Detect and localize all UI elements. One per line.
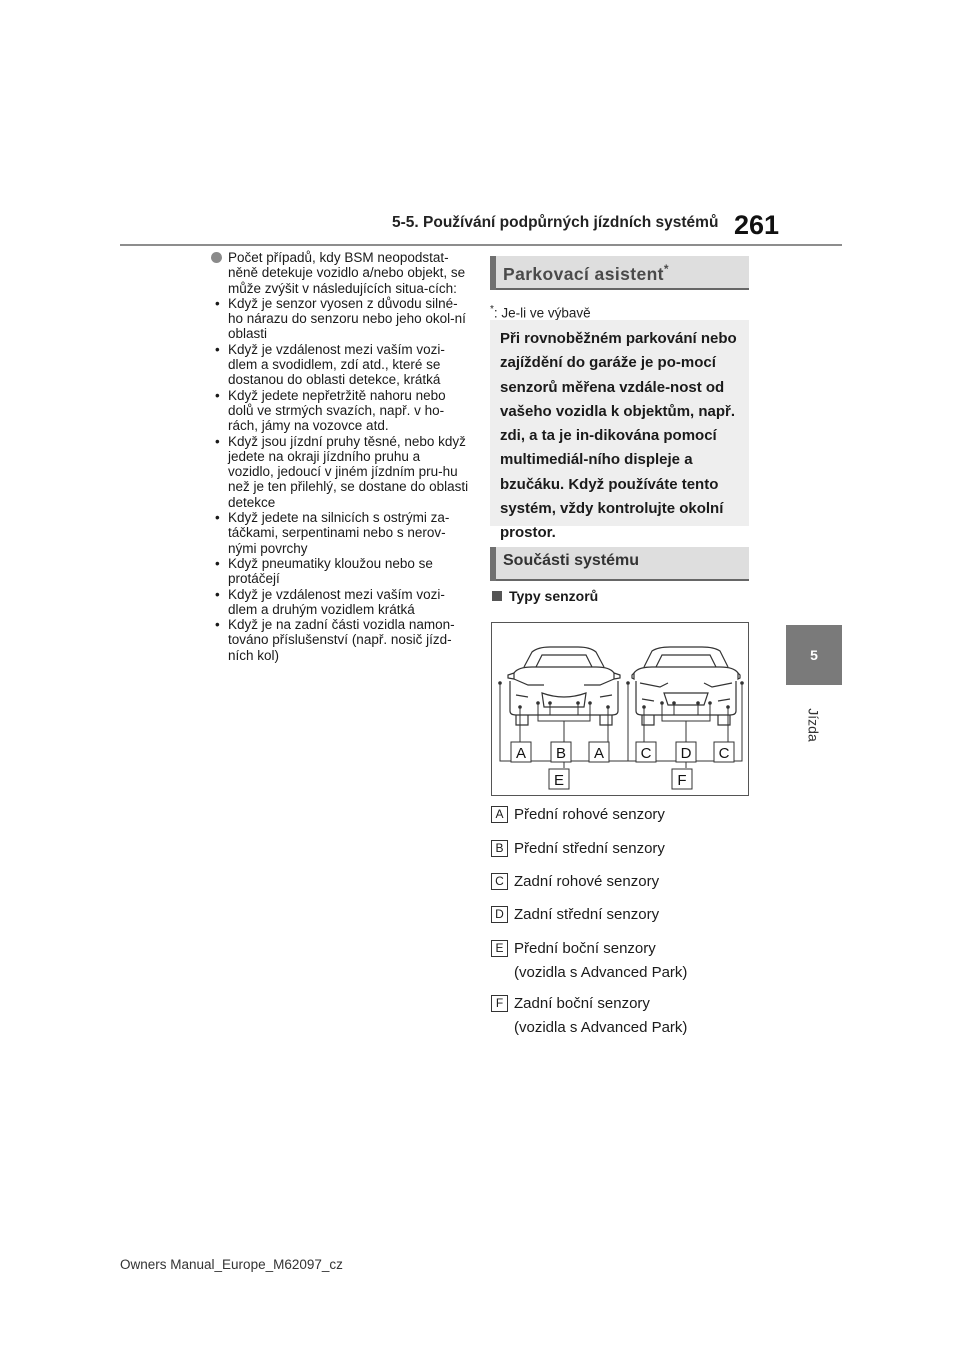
list-item: • Když je senzor vyosen z důvodu silné-ho nárazu do senzoru nebo jeho okol-ní oblasti <box>211 296 469 342</box>
list-item: • Když je na zadní části vozidla namon-továno příslušenství (např. nosič jízd-ních kol) <box>211 617 469 663</box>
chapter-name: Jízda <box>806 708 822 742</box>
legend-item-e <box>491 940 656 957</box>
footnote-text: : Je-li ve výbavě <box>493 305 591 321</box>
sensor-types-heading <box>492 588 598 604</box>
chapter-tab <box>786 625 842 685</box>
legend-sub-f: (vozidla s Advanced Park) <box>514 1019 688 1036</box>
legend-item-b <box>491 840 665 857</box>
legend-letter-box: A <box>491 806 508 823</box>
circle-bullet-icon <box>211 252 222 263</box>
page-number: 261 <box>734 210 780 240</box>
diagram-label-e: E <box>553 772 565 789</box>
legend-text: Přední rohové senzory <box>514 806 665 823</box>
page-footer: Owners Manual_Europe_M62097_cz <box>120 1257 343 1272</box>
diagram-label-b: B <box>555 745 567 762</box>
footnote-mark: * <box>490 304 494 315</box>
legend-text: Přední boční senzory <box>514 940 656 957</box>
header-divider <box>120 244 842 246</box>
square-bullet-icon <box>492 591 502 601</box>
legend-letter-box: B <box>491 840 508 857</box>
diagram-label-c-left: C <box>640 745 652 762</box>
sensor-diagram-svg <box>492 623 748 795</box>
components-heading: Součásti systému <box>503 552 640 569</box>
diagram-label-d: D <box>680 745 692 762</box>
list-item: • Když je vzdálenost mezi vaším vozi-dlem a svodidlem, zdí atd., které se dostanou do oblasti detekce, krátká <box>211 342 469 388</box>
chapter-number: 5 <box>810 647 818 663</box>
diagram-label-c-right: C <box>718 745 730 762</box>
list-item: • Když jedete nepřetržitě nahoru nebo dolů ve strmých svazích, např. v ho-rách, jámy na vozovce atd. <box>211 388 469 434</box>
section-title-text: Parkovací asistent <box>503 263 664 284</box>
rear-car-illustration <box>632 647 740 725</box>
legend-text: Přední střední senzory <box>514 840 665 857</box>
legend-letter-box: F <box>491 995 508 1012</box>
bsm-conditions <box>211 250 469 663</box>
section-title <box>503 262 669 285</box>
footnote <box>490 304 591 321</box>
legend-sub-e: (vozidla s Advanced Park) <box>514 964 688 981</box>
legend-text: Zadní boční senzory <box>514 995 650 1012</box>
front-car-illustration <box>508 647 620 725</box>
sensor-diagram <box>491 622 749 796</box>
legend-letter-box: D <box>491 906 508 923</box>
list-item: • Když jedete na silnicích s ostrými za-táčkami, serpentinami nebo s nerov-nými povrchy <box>211 510 469 556</box>
legend-item-f <box>491 995 650 1012</box>
legend-item-a <box>491 806 665 823</box>
diagram-label-a-left: A <box>515 745 527 762</box>
legend-text: Zadní rohové senzory <box>514 873 660 890</box>
diagram-label-f: F <box>677 772 687 789</box>
condition-list <box>211 296 469 663</box>
list-item: • Když pneumatiky kloužou nebo se protáčejí <box>211 556 469 587</box>
legend-letter-box: C <box>491 873 508 890</box>
intro-paragraph <box>211 250 469 296</box>
legend-item-c <box>491 873 659 890</box>
sensor-types-text: Typy senzorů <box>509 588 599 604</box>
section-header: 5-5. Používání podpůrných jízdních systémů <box>392 214 719 231</box>
title-accent <box>490 256 496 290</box>
asterisk-mark: * <box>663 262 669 276</box>
legend-item-d <box>491 906 659 923</box>
chapter-name-container <box>786 690 842 760</box>
list-item: • Když je vzdálenost mezi vaším vozi-dlem a druhým vozidlem krátká <box>211 587 469 618</box>
summary-text: Při rovnoběžném parkování nebo zajíždění do garáže je po-mocí senzorů měřena vzdále-nost od vašeho vozidla k objektům, např. zdi, a ta je in-dikována pomocí multimediál-ního displeje a bzučáku. Když používáte tento systém, vždy kontrolujte okolní prostor. <box>500 330 737 542</box>
components-accent <box>490 547 496 581</box>
legend-letter-box: E <box>491 940 508 957</box>
diagram-label-a-right: A <box>593 745 605 762</box>
intro-text: Počet případů, kdy BSM neopodstat-něně detekuje vozidlo a/nebo objekt, se může zvýšit v následujících situa-cích: <box>228 250 466 296</box>
legend-text: Zadní střední senzory <box>514 906 660 923</box>
list-item: • Když jsou jízdní pruhy těsné, nebo když jedete na okraji jízdního pruhu a vozidlo, jedoucí v jiném jízdním pru-hu než je ten přilehlý, se dostane do oblasti detekce <box>211 434 469 510</box>
